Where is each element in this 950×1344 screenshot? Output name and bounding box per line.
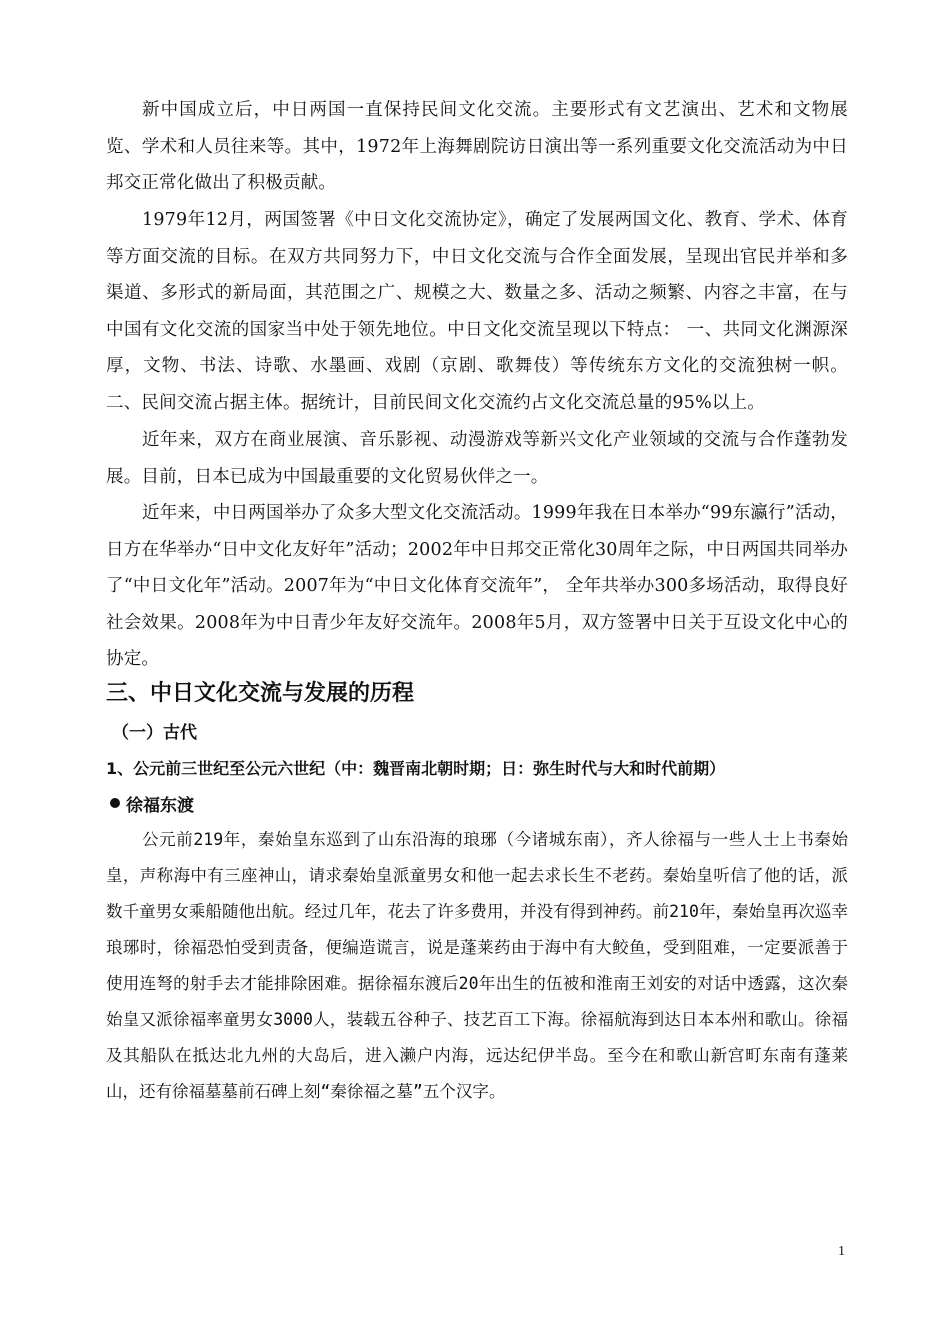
paragraph-xufu-story: 公元前219年，秦始皇东巡到了山东沿海的琅琊（今诸城东南），齐人徐福与一些人士上书秦始皇，声称海中有三座神山，请求秦始皇派童男女和他一起去求长生不老药。秦始皇听信了他的话，派数千童男女乘船随他出航。经过几年，花去了许多费用，并没有得到神药。前210年，秦始皇再次巡幸琅琊时，徐福恐怕受到责备，便编造谎言，说是蓬莱药由于海中有大鲛鱼，受到阻难，一定要派善于使用连弩的射手去才能排除困难。据徐福东渡后20年出生的伍被和淮南王刘安的对话中透露，这次秦始皇又派徐福率童男女3000人，装载五谷种子、技艺百工下海。徐福航海到达日本本州和歌山。徐福及其船队在抵达北九州的大岛后，进入濑户内海，远达纪伊半岛。至今在和歌山新宫町东南有蓬莱山，还有徐福墓墓前石碑上刻“秦徐福之墓”五个汉字。: [106, 830, 848, 1101]
page-number: 1: [838, 1244, 845, 1259]
period-heading: 1、公元前三世纪至公元六世纪（中：魏晋南北朝时期；日：弥生时代与大和时代前期）: [106, 759, 726, 778]
paragraph-1979-agreement: 1979年12月，两国签署《中日文化交流协定》，确定了发展两国文化、教育、学术、体育等方面交流的目标。在双方共同努力下，中日文化交流与合作全面发展，呈现出官民并举和多渠道、多形式的新局面，其范围之广、规模之大、数量之多、活动之频繁、内容之丰富，在与中国有文化交流的国家当中处于领先地位。中日文化交流呈现以下特点： 一、共同文化渊源深厚，文物、书法、诗歌、水墨画、戏剧（京剧、歌舞伎）等传统东方文化的交流独树一帜。 二、民间交流占据主体。据统计，目前民间文化交流约占文化交流总量的95%以上。: [106, 210, 848, 413]
paragraph-postwar-exchange: 新中国成立后，中日两国一直保持民间文化交流。主要形式有文艺演出、艺术和文物展览、学术和人员往来等。其中，1972年上海舞剧院访日演出等一系列重要文化交流活动为中日邦交正常化做出了积极贡献。: [106, 100, 848, 193]
paragraph-recent-industry: 近年来，双方在商业展演、音乐影视、动漫游戏等新兴文化产业领域的交流与合作蓬勃发展。目前，日本已成为中国最重要的文化贸易伙伴之一。: [106, 430, 848, 487]
paragraph-recent-activities: 近年来，中日两国举办了众多大型文化交流活动。1999年我在日本举办“99东瀛行”活动，日方在华举办“日中文化友好年”活动；2002年中日邦交正常化30周年之际，中日两国共同举办了“中日文化年”活动。2007年为“中日文化体育交流年”， 全年共举办300多场活动，取得良好社会效果。2008年为中日青少年友好交流年。2008年5月，双方签署中日关于互设文化中心的协定。: [106, 503, 848, 669]
subsection-heading-ancient: （一）古代: [112, 723, 197, 743]
bullet-heading: [110, 788, 194, 818]
bullet-heading-label: 徐福东渡: [126, 795, 194, 816]
section-heading-history: 三、中日文化交流与发展的历程: [106, 681, 415, 706]
bullet-dot-icon: [110, 798, 120, 808]
